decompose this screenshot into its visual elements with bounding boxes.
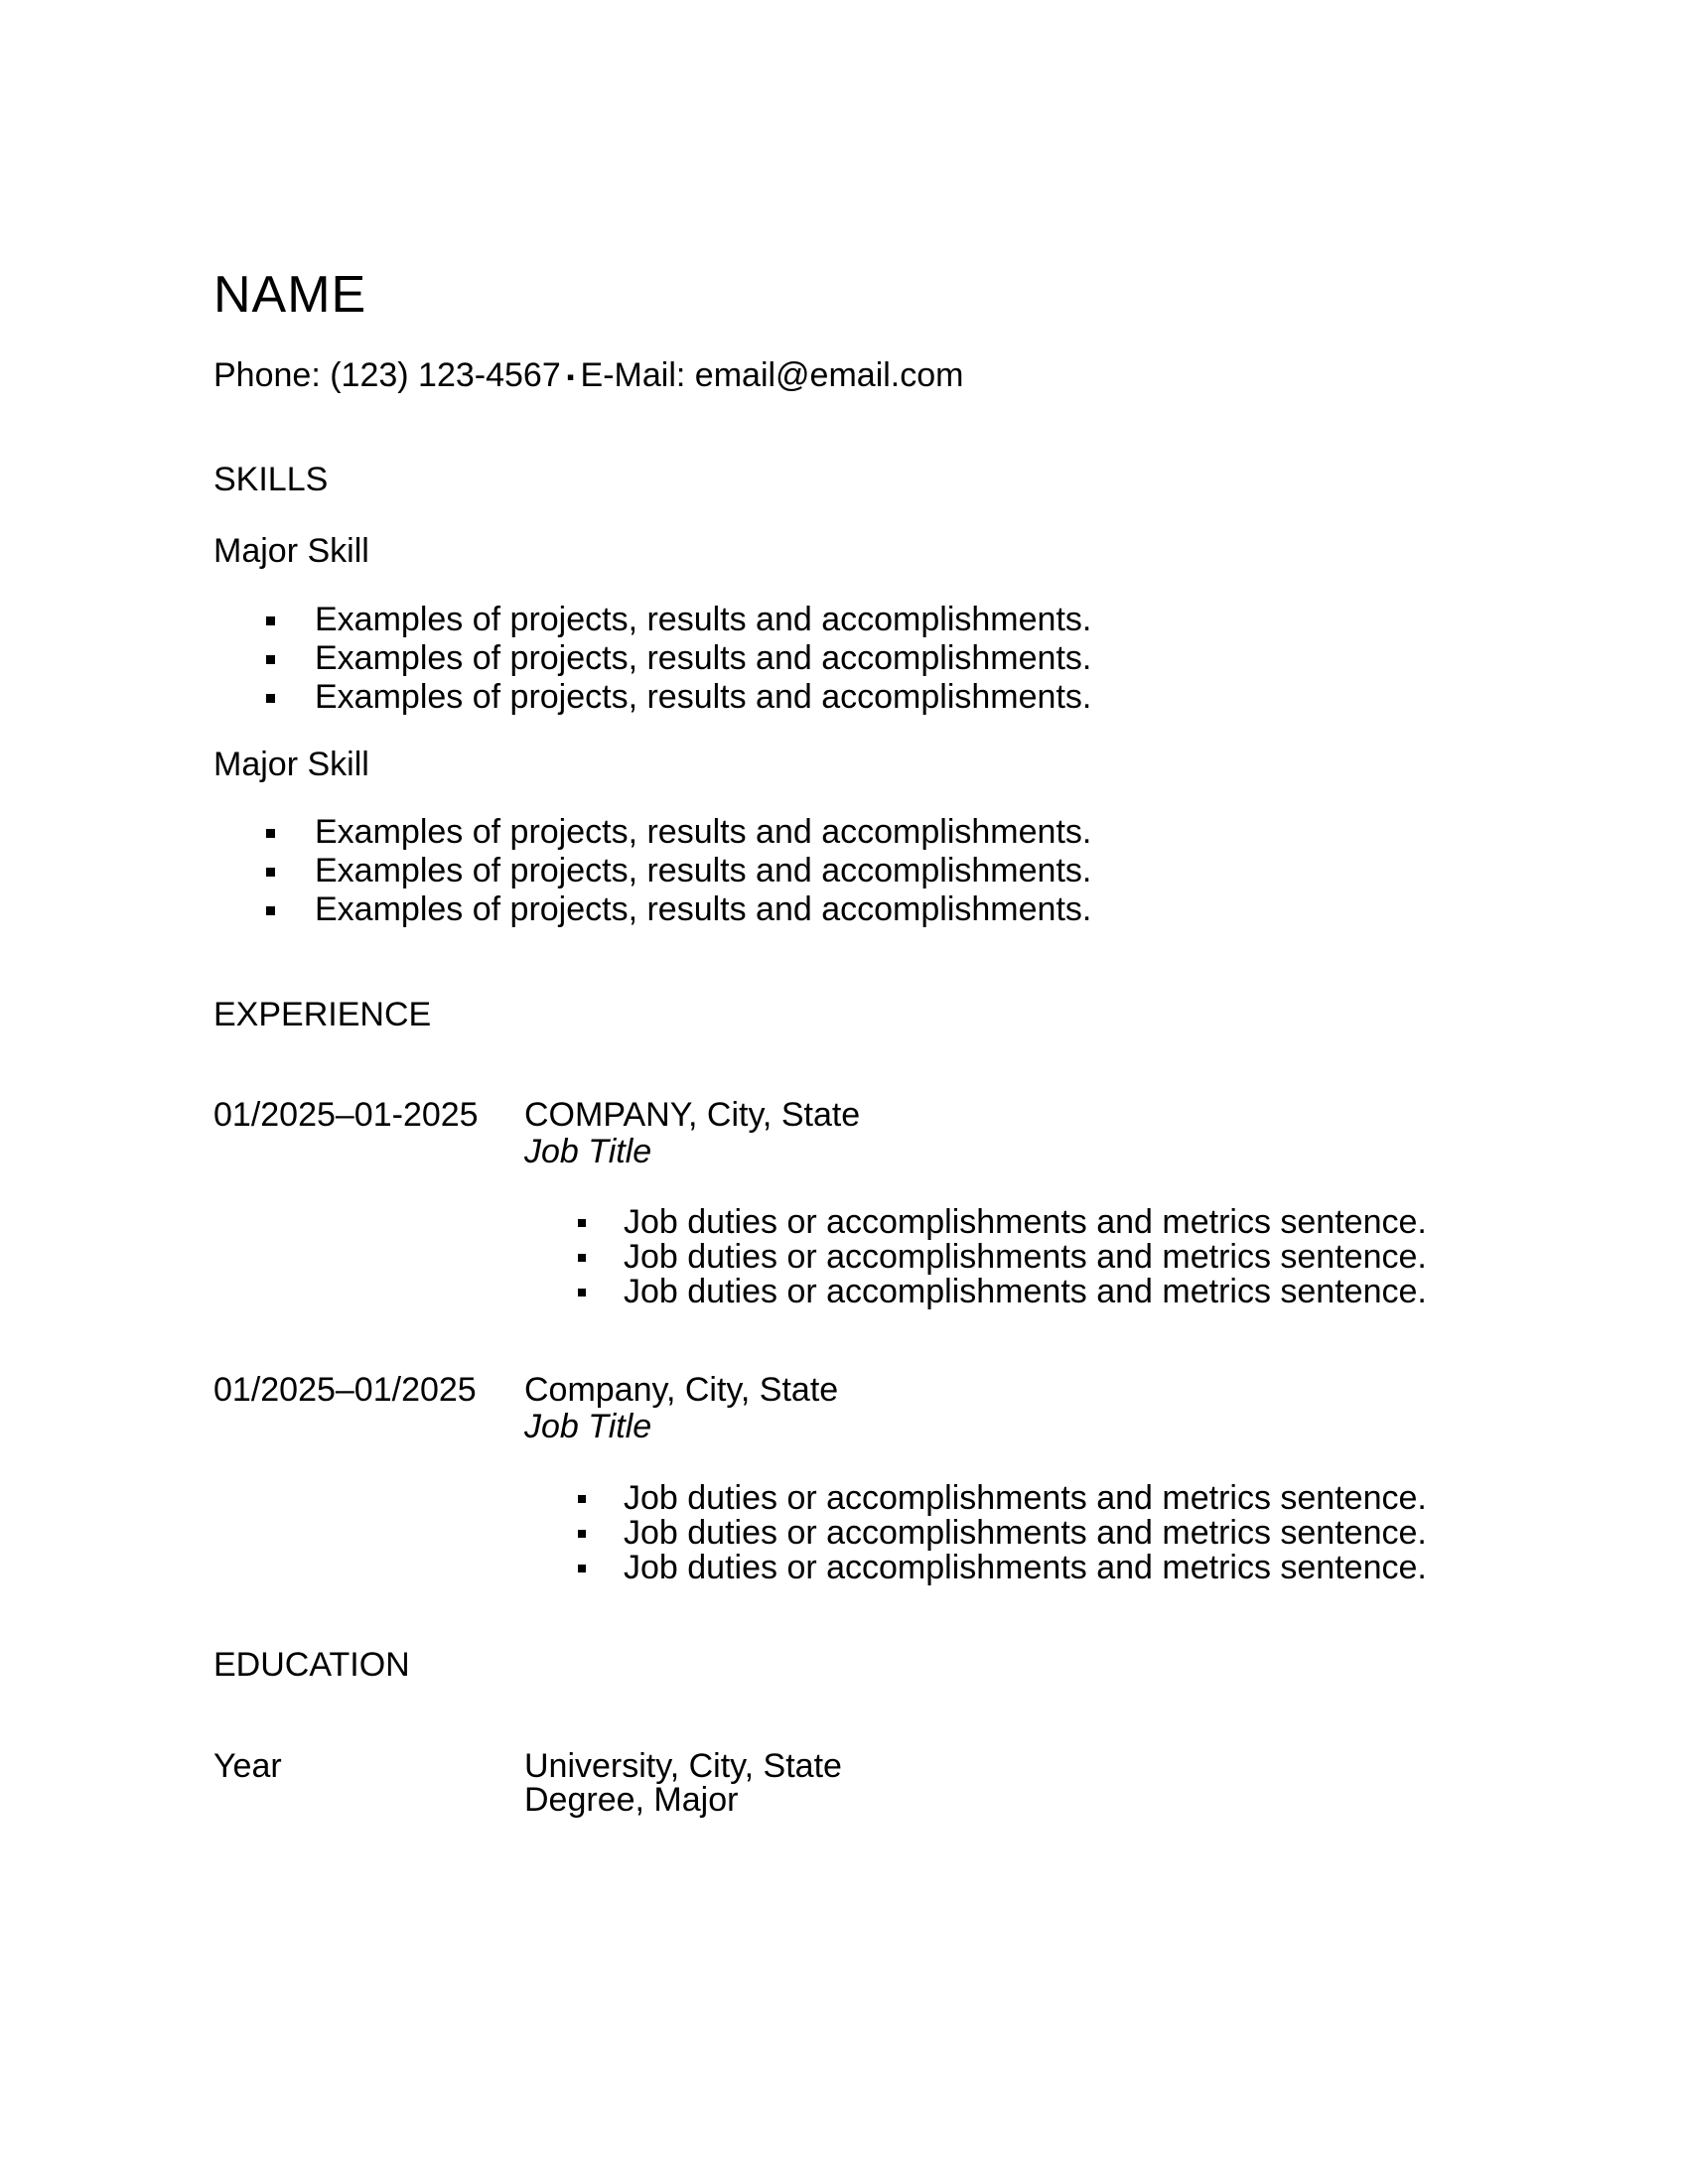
experience-company: Company, City, State (524, 1371, 839, 1409)
job-duty-item: Job duties or accomplishments and metrics sentence. (524, 1481, 1427, 1516)
skill-bullet-list (213, 813, 1091, 929)
experience-dates: 01/2025–01-2025 (213, 1096, 479, 1134)
experience-job-title: Job Title (524, 1408, 652, 1445)
page-title: NAME (213, 266, 367, 324)
job-duty-list (524, 1481, 1427, 1585)
square-separator-icon: ▪ (566, 364, 575, 389)
skill-group-title: Major Skill (213, 532, 369, 570)
skill-group-title: Major Skill (213, 746, 369, 783)
experience-dates: 01/2025–01/2025 (213, 1371, 477, 1409)
phone-label: Phone: (213, 356, 321, 394)
education-school: University, City, State (524, 1747, 842, 1785)
experience-company: COMPANY, City, State (524, 1096, 861, 1134)
skill-bullet-item: Examples of projects, results and accomplishments. (213, 852, 1091, 890)
experience-job-title: Job Title (524, 1133, 652, 1170)
education-degree: Degree, Major (524, 1781, 739, 1819)
skill-bullet-item: Examples of projects, results and accomplishments. (213, 678, 1091, 717)
job-duty-item: Job duties or accomplishments and metrics sentence. (524, 1551, 1427, 1585)
email-address: email@email.com (694, 356, 964, 394)
skill-bullet-item: Examples of projects, results and accomplishments. (213, 813, 1091, 852)
experience-entry-header (213, 1372, 838, 1445)
experience-entry-header (213, 1097, 860, 1170)
email-label: E-Mail: (580, 356, 686, 394)
skill-bullet-item: Examples of projects, results and accomplishments. (213, 890, 1091, 929)
contact-line (213, 357, 964, 395)
skill-bullet-item: Examples of projects, results and accomplishments. (213, 639, 1091, 678)
skills-heading: SKILLS (213, 461, 329, 498)
phone-number: (123) 123-4567 (330, 356, 561, 394)
education-heading: EDUCATION (213, 1646, 410, 1684)
education-year: Year (213, 1747, 282, 1785)
job-duty-item: Job duties or accomplishments and metrics sentence. (524, 1205, 1427, 1240)
job-duty-item: Job duties or accomplishments and metrics sentence. (524, 1516, 1427, 1551)
education-entry (213, 1749, 842, 1817)
skill-bullet-list (213, 601, 1091, 717)
skill-bullet-item: Examples of projects, results and accomplishments. (213, 601, 1091, 639)
job-duty-list (524, 1205, 1427, 1309)
job-duty-item: Job duties or accomplishments and metrics sentence. (524, 1275, 1427, 1309)
job-duty-item: Job duties or accomplishments and metrics sentence. (524, 1240, 1427, 1275)
experience-heading: EXPERIENCE (213, 996, 432, 1033)
